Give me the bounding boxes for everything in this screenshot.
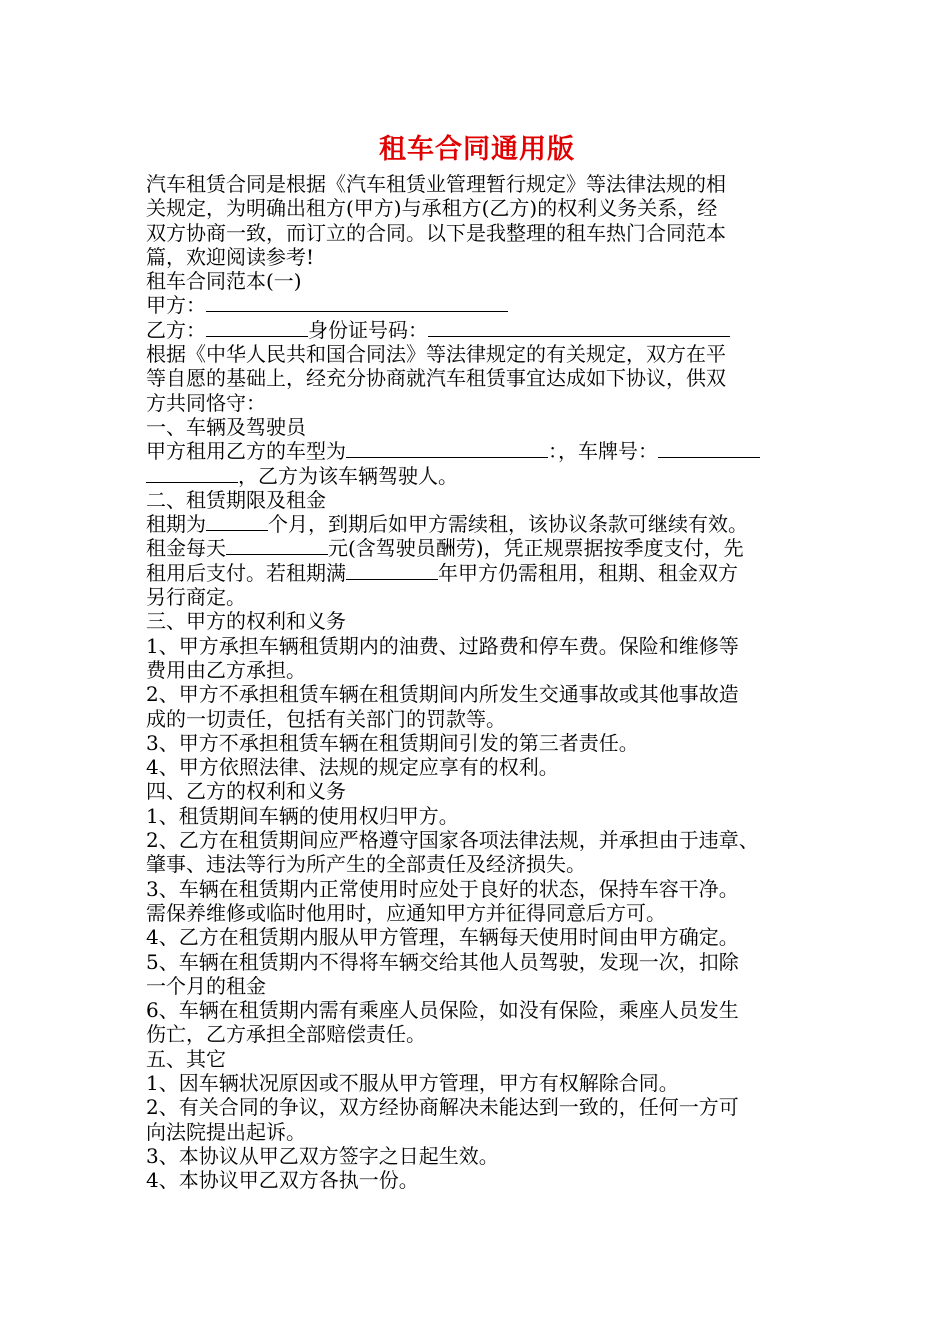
renewal-line (146, 561, 808, 585)
text-line: 伤亡，乙方承担全部赔偿责任。 (146, 1022, 426, 1047)
party-a-blank (206, 293, 508, 312)
car-model-blank (346, 439, 548, 458)
section-heading: 四、乙方的权利和义务 (146, 779, 346, 804)
text-span: 租用后支付。若租期满 (146, 560, 346, 585)
text-line: 双方协商一致，而订立的合同。以下是我整理的租车热门合同范本 (146, 220, 726, 245)
text-line: 另行商定。 (146, 585, 246, 610)
text-line: 2、有关合同的争议，双方经协商解决未能达到一致的，任何一方可 (146, 1095, 739, 1120)
text-span: 年甲方仍需租用，租期、租金双方 (438, 560, 738, 585)
section-heading: 三、甲方的权利和义务 (146, 609, 346, 634)
text-line: 肇事、违法等行为所产生的全部责任及经济损失。 (146, 852, 586, 877)
text-line: 等自愿的基础上，经充分协商就汽车租赁事宜达成如下协议，供双 (146, 366, 726, 391)
text-line: 成的一切责任，包括有关部门的罚款等。 (146, 706, 506, 731)
text-span: 租期为 (146, 512, 206, 537)
party-b-label: 乙方： (146, 317, 206, 342)
section-heading: 五、其它 (146, 1046, 226, 1071)
text-span: ，乙方为该车辆驾驶人。 (238, 463, 458, 488)
text-line: 1、甲方承担车辆租赁期内的油费、过路费和停车费。保险和维修等 (146, 633, 739, 658)
text-line: 1、因车辆状况原因或不服从甲方管理，甲方有权解除合同。 (146, 1070, 679, 1095)
text-line: 一个月的租金 (146, 973, 266, 998)
section-heading: 一、车辆及驾驶员 (146, 414, 306, 439)
text-line: 2、甲方不承担租赁车辆在租赁期间内所发生交通事故或其他事故造 (146, 682, 739, 707)
renewal-years-blank (346, 561, 438, 580)
driver-line (146, 464, 808, 488)
document-body (146, 172, 808, 1192)
text-line: 篇，欢迎阅读参考! (146, 244, 315, 269)
id-label: 身份证号码： (308, 317, 428, 342)
document-title: 租车合同通用版 (379, 134, 575, 165)
party-a-label: 甲方： (146, 293, 206, 318)
section-heading: 二、租赁期限及租金 (146, 487, 326, 512)
plate-blank (658, 439, 760, 458)
id-blank (428, 318, 730, 337)
text-line: 3、甲方不承担租赁车辆在租赁期间引发的第三者责任。 (146, 730, 639, 755)
text-line: 2、乙方在租赁期间应严格遵守国家各项法律法规，并承担由于违章、 (146, 828, 759, 853)
text-line: 1、租赁期间车辆的使用权归甲方。 (146, 803, 459, 828)
term-line (146, 512, 808, 536)
text-span: ：，车牌号： (548, 439, 658, 464)
text-line: 6、车辆在租赁期内需有乘座人员保险，如没有保险，乘座人员发生 (146, 998, 739, 1023)
text-line: 方共同恪守： (146, 390, 266, 415)
text-line: 4、本协议甲乙双方各执一份。 (146, 1168, 419, 1193)
text-line: 需保养维修或临时他用时，应通知甲方并征得同意后方可。 (146, 900, 666, 925)
preamble-paragraph (146, 342, 808, 415)
party-b-line (146, 318, 808, 342)
text-line: 4、乙方在租赁期内服从甲方管理，车辆每天使用时间由甲方确定。 (146, 925, 739, 950)
party-b-blank (206, 318, 308, 337)
rent-line (146, 536, 808, 560)
document-page (146, 128, 808, 1192)
text-line: 5、车辆在租赁期内不得将车辆交给其他人员驾驶，发现一次，扣除 (146, 949, 739, 974)
sample-heading: 租车合同范本(一) (146, 269, 302, 294)
text-line: 向法院提出起诉。 (146, 1119, 306, 1144)
daily-rent-blank (226, 536, 328, 555)
vehicle-line (146, 439, 808, 463)
text-span: 租金每天 (146, 536, 226, 561)
text-line: 汽车租赁合同是根据《汽车租赁业管理暂行规定》等法律法规的相 (146, 172, 726, 196)
text-span: 个月，到期后如甲方需续租，该协议条款可继续有效。 (268, 512, 748, 537)
party-a-line (146, 293, 808, 317)
text-line: 4、甲方依照法律、法规的规定应享有的权利。 (146, 755, 559, 780)
text-line: 根据《中华人民共和国合同法》等法律规定的有关规定，双方在平 (146, 342, 726, 367)
text-line: 3、本协议从甲乙双方签字之日起生效。 (146, 1143, 499, 1168)
text-line: 3、车辆在租赁期内正常使用时应处于良好的状态，保持车容干净。 (146, 876, 739, 901)
text-line: 费用由乙方承担。 (146, 657, 306, 682)
intro-paragraph (146, 172, 808, 269)
text-span: 元(含驾驶员酬劳)，凭正规票据按季度支付，先 (328, 536, 744, 561)
plate-blank-continued (146, 464, 238, 483)
text-line: 关规定，为明确出租方(甲方)与承租方(乙方)的权利义务关系，经 (146, 196, 718, 221)
text-span: 甲方租用乙方的车型为 (146, 439, 346, 464)
term-months-blank (206, 512, 268, 531)
